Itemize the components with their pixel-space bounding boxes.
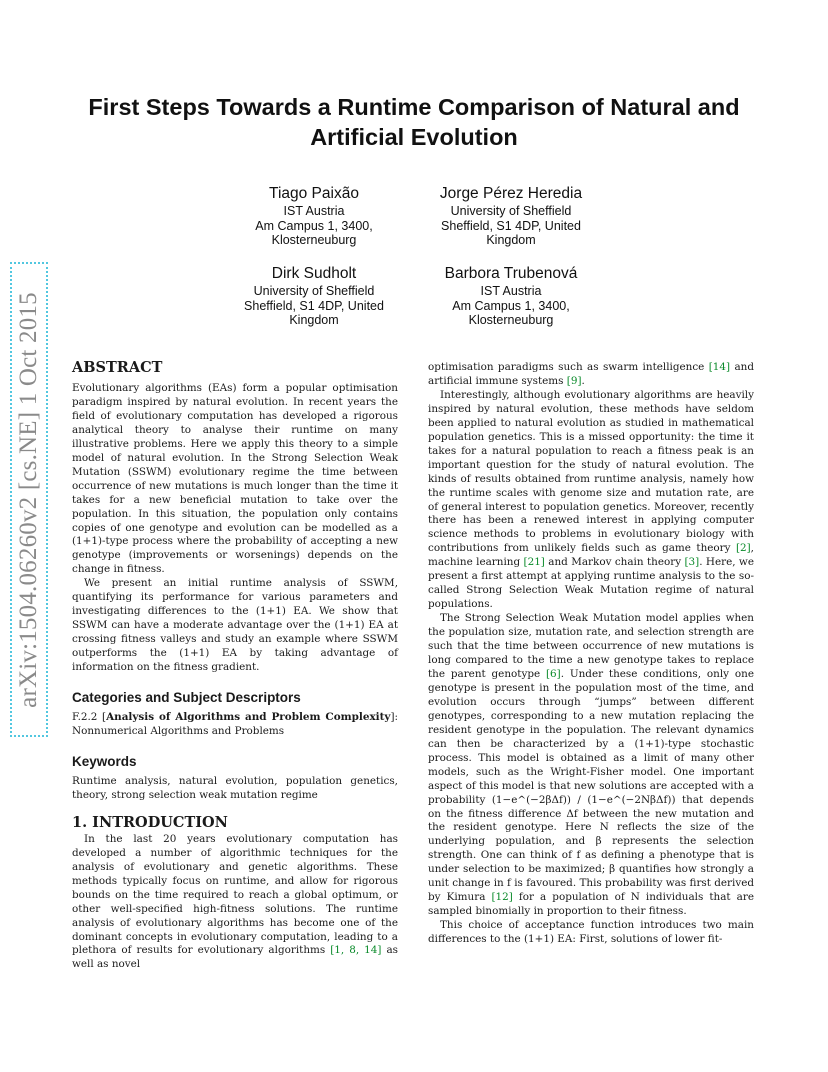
author-city: Klosterneuburg <box>271 233 357 247</box>
paper-title: First Steps Towards a Runtime Comparison of Natural and Artificial Evolution <box>88 94 740 150</box>
body-paragraph: This choice of acceptance function introduces two main differences to the (1+1) EA: First, solutions of lower fit- <box>428 919 754 946</box>
keywords-text: Runtime analysis, natural evolution, population genetics, theory, strong selection weak mutation regime <box>72 774 398 801</box>
author-affiliation: University of Sheffield <box>253 284 375 298</box>
introduction-heading: 1. INTRODUCTION <box>72 813 228 831</box>
author-address: Sheffield, S1 4DP, United <box>244 298 384 313</box>
intro-paragraph: In the last 20 years evolutionary computation has developed a number of algorithmic techniques for the analysis of evolutionary and genetic algorithms. These methods typically focus on runtime, and allow for rigorous bounds on the time required to reach a global optimum, or other well-specified high-fitness solutions. The runtime analysis of evolutionary algorithms has become one of the dominant concepts in evolutionary computation, leading to a plethora of results for evolutionary algorithms [1, 8, 14] as well as novel <box>72 832 398 971</box>
category-name: Analysis of Algorithms and Problem Complexity <box>106 711 391 724</box>
citation-link[interactable]: [1, 8, 14] <box>330 944 382 957</box>
categories-heading: Categories and Subject Descriptors <box>72 690 301 706</box>
author-block <box>411 184 611 248</box>
arxiv-stamp-text: arXiv:1504.06260v2 [cs.NE] 1 Oct 2015 <box>15 291 43 708</box>
body-paragraph: The Strong Selection Weak Mutation model applies when the population size, mutation rate, and selection strength are such that the time between occurrence of new mutations is long compared to the time a new genotype takes to replace the parent genotype [6]. Under these conditions, only one genotype is present in the population most of the time, and evolution occurs through “jumps” between different genotypes, corresponding to a new mutation replacing the resident genotype in the population. The relevant dynamics can then be characterized by a (1+1)-type stochastic process. This model is obtained as a limit of many other models, such as the Wright-Fisher model. One important aspect of this model is that new solutions are accepted with a probability (1−e^(−2βΔf)) / (1−e^(−2NβΔf)) that depends on the fitness difference Δf between the new mutation and the resident genotype. Here N reflects the size of the underlying population, and β represents the selection strength. One can think of f as defining a phenotype that is under selection to be maximized; β quantifies how strongly a unit change in f is favoured. This probability was first derived by Kimura [12] for a population of N individuals that are sampled binomially in proportion to their fitness. <box>428 612 754 918</box>
abstract-paragraph: Evolutionary algorithms (EAs) form a popular optimisation paradigm inspired by natural evolution. In recent years the field of evolutionary computation has developed a rigorous analytical theory to analyse their runtime on many illustrative problems. Here we apply this theory to a simple model of natural evolution. In the Strong Selection Weak Mutation (SSWM) evolutionary regime the time between occurrence of new mutations is much longer than the time it takes for a new beneficial mutation to take over the population. In this situation, the population only contains copies of one genotype and evolution can be modelled as a (1+1)-type process where the probability of accepting a new genotype (improvements or worsenings) depends on the change in fitness. <box>72 382 398 576</box>
author-address: Sheffield, S1 4DP, United <box>441 218 581 233</box>
left-column <box>72 358 398 972</box>
author-block <box>411 264 611 328</box>
citation-link[interactable]: [14] <box>708 361 731 373</box>
author-address: Am Campus 1, 3400, <box>452 298 570 313</box>
probability-formula: (1−e^(−2βΔf)) / (1−e^(−2NβΔf)) <box>491 793 676 806</box>
citation-link[interactable]: [9] <box>566 374 582 387</box>
author-name: Jorge Pérez Heredia <box>439 185 583 202</box>
categories-text <box>72 711 398 739</box>
citation-link[interactable]: [6] <box>545 667 561 680</box>
abstract-paragraph: We present an initial runtime analysis of SSWM, quantifying its performance for various parameters and investigating differences to the (1+1) EA. We show that SSWM can have a moderate advantage over the (1+1) EA at crossing fitness valleys and study an example where SSWM outperforms the (1+1) EA by taking advantage of information on the fitness gradient. <box>72 577 398 674</box>
citation-link[interactable]: [3] <box>684 556 700 569</box>
author-address: Am Campus 1, 3400, <box>255 218 373 233</box>
author-affiliation: University of Sheffield <box>450 204 572 218</box>
arxiv-stamp <box>10 262 48 737</box>
author-block <box>214 264 414 328</box>
author-block <box>214 184 414 248</box>
citation-link[interactable]: [21] <box>523 556 545 569</box>
author-name: Dirk Sudholt <box>271 265 357 282</box>
citation-link[interactable]: [12] <box>491 891 513 904</box>
abstract-heading: ABSTRACT <box>72 359 163 376</box>
category-code: F.2.2 [ <box>72 711 107 724</box>
keywords-heading: Keywords <box>72 753 137 769</box>
author-city: Kingdom <box>486 233 536 247</box>
author-name: Barbora Trubenová <box>444 265 578 282</box>
author-name: Tiago Paixão <box>269 185 359 202</box>
category-rest: ]: Nonnumerical Algorithms and Problems <box>72 711 398 737</box>
right-column <box>428 361 754 947</box>
author-affiliation: IST Austria <box>480 284 542 298</box>
author-city: Kingdom <box>289 313 339 327</box>
author-affiliation: IST Austria <box>283 204 345 218</box>
citation-link[interactable]: [2] <box>735 542 751 555</box>
body-paragraph: Interestingly, although evolutionary algorithms are heavily inspired by natural evolution, these methods have seldom been applied to natural evolution as studied in mathematical population genetics. This is a missed opportunity: the time it takes for a natural population to reach a fitness peak is an important question for the study of natural evolution. The kinds of results obtained from runtime analysis, namely how the runtime scales with genome size and mutation rate, are of general interest to population genetics. Moreover, recently there has been a renewed interest in applying computer science methods to problems in evolutionary biology with contributions from unlikely fields such as game theory [2], machine learning [21] and Markov chain theory [3]. Here, we present a first attempt at applying runtime analysis to the so-called Strong Selection Weak Mutation regime of natural populations. <box>428 388 754 611</box>
author-city: Klosterneuburg <box>468 313 554 327</box>
body-paragraph: optimisation paradigms such as swarm intelligence [14] and artificial immune systems [9]. <box>428 361 755 387</box>
